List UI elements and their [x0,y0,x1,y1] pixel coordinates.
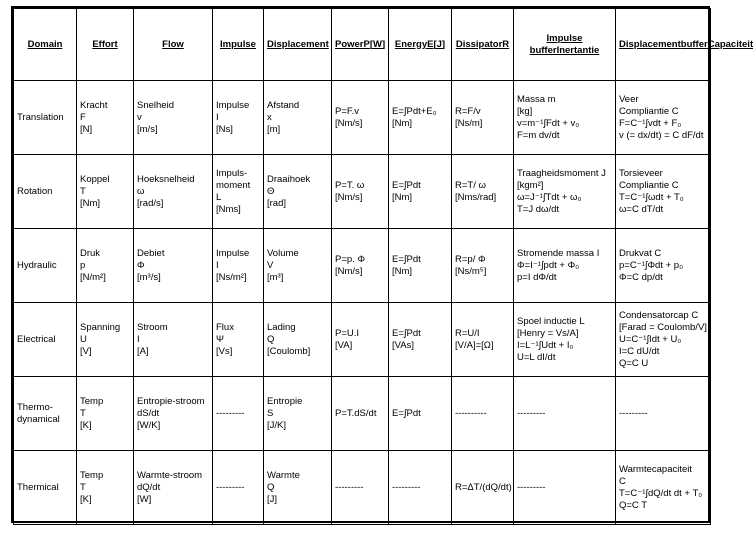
cell-text: Thermical [17,481,59,493]
cell-text: E=∫Pdt [392,253,421,265]
cell-dissipator [452,229,514,303]
cell-displacement-buffer [616,377,711,451]
header-impulse [213,9,264,81]
cell-impulse-buffer [514,155,616,229]
header-text: E [427,38,434,50]
cell-text: E=∫Pdt [392,327,421,339]
cell-text: [V] [80,345,92,357]
cell-text: [rad] [267,197,287,209]
cell-text: Druk [80,247,101,259]
header-text: Displacement [619,38,681,50]
cell-text: moment [216,179,251,191]
cell-text: R=F/v [455,105,481,117]
cell-text: [Farad = Coulomb/V] [619,321,707,333]
cell-effort [77,303,134,377]
cell-text: Φ [137,259,145,271]
cell-displacement [264,303,332,377]
cell-displacement [264,377,332,451]
table-row [14,377,711,451]
cell-impulse-buffer [514,451,616,525]
cell-flow [134,81,213,155]
header-impulse-buffer [514,9,616,81]
cell-domain [14,377,77,451]
table-row [14,303,711,377]
cell-impulse-buffer [514,229,616,303]
cell-text: [rad/s] [137,197,164,209]
cell-text: R=U/I [455,327,480,339]
cell-displacement-buffer [616,451,711,525]
cell-text: [m] [267,123,281,135]
cell-text: Koppel [80,173,110,185]
cell-text: [Ns/m] [455,117,483,129]
cell-text: Torsieveer [619,167,663,179]
cell-text: Thermo- [17,401,53,413]
cell-text: p=C⁻¹∫Φdt + p₀ [619,259,684,271]
cell-text: Entropie [267,395,303,407]
cell-text: T [80,185,86,197]
cell-text: T [80,407,86,419]
header-text: Inertantie [556,44,600,56]
cell-text: L [216,191,222,203]
cell-text: [VA] [335,339,353,351]
cell-text: E=∫Pdt [392,179,421,191]
header-row [14,9,711,81]
header-text: R [502,38,510,50]
cell-text: ω=C dT/dt [619,203,664,215]
cell-text: I=C dU/dt [619,345,660,357]
cell-text: Q=C T [619,499,648,511]
cell-text: F [80,111,86,123]
domain-analogy-table [13,8,753,525]
cell-text: [VAs] [392,339,414,351]
cell-text: S [267,407,274,419]
cell-energy [389,303,452,377]
cell-flow [134,303,213,377]
cell-power [332,229,389,303]
cell-text: dQ/dt [137,481,161,493]
cell-text: Lading [267,321,296,333]
header-flow [134,9,213,81]
cell-text: Draaihoek [267,173,311,185]
cell-text: C [619,475,626,487]
cell-power [332,451,389,525]
cell-text: Rotation [17,185,53,197]
cell-text: [m³] [267,271,284,283]
cell-text: Warmte [267,469,300,481]
cell-text: T=C⁻¹∫ωdt + T₀ [619,191,684,203]
cell-impulse-buffer [514,377,616,451]
cell-text: Hoeksnelheid [137,173,195,185]
cell-text: Massa m [517,93,556,105]
header-text: buffer [680,38,708,50]
cell-text: F=C⁻¹∫vdt + F₀ [619,117,682,129]
cell-domain [14,229,77,303]
cell-energy [389,155,452,229]
header-text: Dissipator [455,38,503,50]
cell-effort [77,155,134,229]
cell-text: Traagheidsmoment J [517,167,606,179]
cell-text: [Coulomb] [267,345,311,357]
cell-text: [Nm/s] [335,265,363,277]
cell-text: p=I dΦ/dt [517,271,557,283]
header-displacement [264,9,332,81]
cell-text: V [267,259,274,271]
cell-text: ---------- [455,407,487,419]
cell-text: Compliantie C [619,105,679,117]
cell-text: Φ=C dp/dt [619,271,663,283]
cell-text: P=F.v [335,105,360,117]
cell-text: P=T.dS/dt [335,407,377,419]
cell-text: [A] [137,345,149,357]
header-power [332,9,389,81]
cell-power [332,81,389,155]
cell-displacement-buffer [616,81,711,155]
cell-text: [kgm²] [517,179,544,191]
cell-effort [77,377,134,451]
cell-text: [K] [80,493,92,505]
cell-text: v [137,111,142,123]
cell-displacement [264,155,332,229]
cell-text: [Ns/m⁵] [455,265,487,277]
cell-impulse-buffer [514,81,616,155]
cell-flow [134,155,213,229]
cell-effort [77,451,134,525]
cell-text: [Vs] [216,345,233,357]
cell-text: [N/m²] [80,271,106,283]
header-text: Effort [92,38,118,50]
cell-energy [389,229,452,303]
cell-text: Hydraulic [17,259,57,271]
cell-text: [Ns/m²] [216,271,247,283]
cell-text: --------- [517,481,546,493]
cell-effort [77,229,134,303]
cell-text: [J/K] [267,419,287,431]
cell-text: Snelheid [137,99,174,111]
cell-text: Q [267,333,275,345]
header-dissipator [452,9,514,81]
header-energy [389,9,452,81]
cell-text: Φ=I⁻¹∫pdt + Φ₀ [517,259,580,271]
cell-flow [134,229,213,303]
cell-text: Veer [619,93,639,105]
cell-text: R=T/ ω [455,179,486,191]
cell-domain [14,303,77,377]
cell-text: [Nm] [80,197,101,209]
header-text: Impulse [220,38,256,50]
cell-dissipator [452,155,514,229]
cell-text: --------- [517,407,546,419]
cell-text: Temp [80,469,104,481]
cell-text: I [216,111,219,123]
cell-text: Q [267,481,275,493]
header-effort [77,9,134,81]
cell-text: Translation [17,111,64,123]
cell-text: Debiet [137,247,165,259]
table-body [14,81,711,525]
cell-text: I [216,259,219,271]
table-row [14,81,711,155]
header-text: Capaciteit [707,38,753,50]
cell-text: Impulse [216,99,250,111]
cell-text: v (= dx/dt) = C dF/dt [619,129,704,141]
cell-impulse [213,303,264,377]
cell-text: Stromende massa I [517,247,600,259]
cell-domain [14,81,77,155]
cell-text: dS/dt [137,407,160,419]
cell-text: Impulse [216,247,250,259]
cell-power [332,155,389,229]
cell-text: [Nms/rad] [455,191,497,203]
cell-text: Volume [267,247,299,259]
cell-text: P=p. Φ [335,253,366,265]
cell-text: Stroom [137,321,168,333]
cell-text: [kg] [517,105,533,117]
cell-impulse [213,377,264,451]
header-text: Energy [394,38,428,50]
cell-impulse-buffer [514,303,616,377]
cell-dissipator [452,81,514,155]
cell-text: [m³/s] [137,271,161,283]
cell-text: Spanning [80,321,121,333]
header-text: Impulse buffer [529,32,583,56]
cell-text: Warmtecapaciteit [619,463,693,475]
cell-text: [J] [267,493,278,505]
cell-domain [14,155,77,229]
header-text: Flow [162,38,184,50]
cell-impulse [213,81,264,155]
cell-displacement [264,81,332,155]
cell-text: Condensatorcap C [619,309,699,321]
cell-power [332,377,389,451]
cell-text: [Nm] [392,265,413,277]
cell-text: x [267,111,272,123]
cell-text: U [80,333,87,345]
cell-text: dynamical [17,413,60,425]
cell-text: R=p/ Φ [455,253,486,265]
cell-text: T=C⁻¹∫dQ/dt dt + T₀ [619,487,703,499]
cell-energy [389,377,452,451]
cell-text: [Ns] [216,123,233,135]
cell-text: I [137,333,140,345]
cell-text: [m/s] [137,123,158,135]
cell-text: T=J dω/dt [517,203,560,215]
cell-text: [W] [137,493,152,505]
cell-impulse [213,229,264,303]
cell-text: [N] [80,123,93,135]
cell-text: --------- [619,407,648,419]
cell-text: Flux [216,321,234,333]
cell-text: Drukvat C [619,247,662,259]
cell-text: [Henry = Vs/A] [517,327,579,339]
cell-displacement [264,451,332,525]
cell-text: E=∫Pdt+E₀ [392,105,437,117]
cell-text: [Nms] [216,203,241,215]
cell-displacement-buffer [616,229,711,303]
cell-text: F=m dv/dt [517,129,560,141]
cell-text: p [80,259,86,271]
header-text: Domain [27,38,63,50]
cell-text: ω [137,185,145,197]
cell-text: Ψ [216,333,224,345]
cell-text: v=m⁻¹∫Fdt + v₀ [517,117,580,129]
header-text: Displacement [267,38,329,50]
table-row [14,229,711,303]
cell-dissipator [452,451,514,525]
cell-displacement-buffer [616,155,711,229]
cell-text: P=T. ω [335,179,365,191]
cell-displacement-buffer [616,303,711,377]
cell-flow [134,451,213,525]
cell-text: [Nm] [392,117,413,129]
cell-text: --------- [335,481,364,493]
cell-text: Compliantie C [619,179,679,191]
cell-text: Q=C U [619,357,649,369]
table-row [14,451,711,525]
header-text: Power [335,38,364,50]
cell-text: U=C⁻¹∫Idt + U₀ [619,333,682,345]
cell-text: --------- [216,407,245,419]
cell-text: P=U.I [335,327,360,339]
table-row [14,155,711,229]
cell-text: Warmte-stroom [137,469,203,481]
cell-text: --------- [392,481,421,493]
cell-dissipator [452,377,514,451]
header-displacement-buffer [616,9,753,81]
cell-domain [14,451,77,525]
cell-text: [Nm/s] [335,191,363,203]
header-text: [J] [433,38,446,50]
header-domain [14,9,77,81]
cell-power [332,303,389,377]
cell-text: Θ [267,185,275,197]
cell-text: ω=J⁻¹∫Tdt + ω₀ [517,191,582,203]
cell-displacement [264,229,332,303]
header-text: [W] [369,38,386,50]
cell-impulse [213,155,264,229]
cell-text: E=∫Pdt [392,407,421,419]
cell-flow [134,377,213,451]
header-text: P [363,38,370,50]
cell-text: Electrical [17,333,56,345]
cell-text: U=L dI/dt [517,351,556,363]
cell-text: R=ΔT/(dQ/dt) [455,481,512,493]
cell-text: Entropie-stroom [137,395,205,407]
cell-text: [Nm/s] [335,117,363,129]
cell-text: Temp [80,395,104,407]
cell-text: T [80,481,86,493]
cell-text: [V/A]=[Ω] [455,339,494,351]
cell-text: Afstand [267,99,300,111]
cell-energy [389,81,452,155]
cell-text: [K] [80,419,92,431]
cell-impulse [213,451,264,525]
cell-text: I=L⁻¹∫Udt + I₀ [517,339,574,351]
cell-text: [Nm] [392,191,413,203]
cell-text: Kracht [80,99,108,111]
cell-text: Spoel inductie L [517,315,585,327]
cell-text: --------- [216,481,245,493]
cell-text: Impuls- [216,167,248,179]
cell-effort [77,81,134,155]
cell-energy [389,451,452,525]
cell-dissipator [452,303,514,377]
cell-text: [W/K] [137,419,161,431]
